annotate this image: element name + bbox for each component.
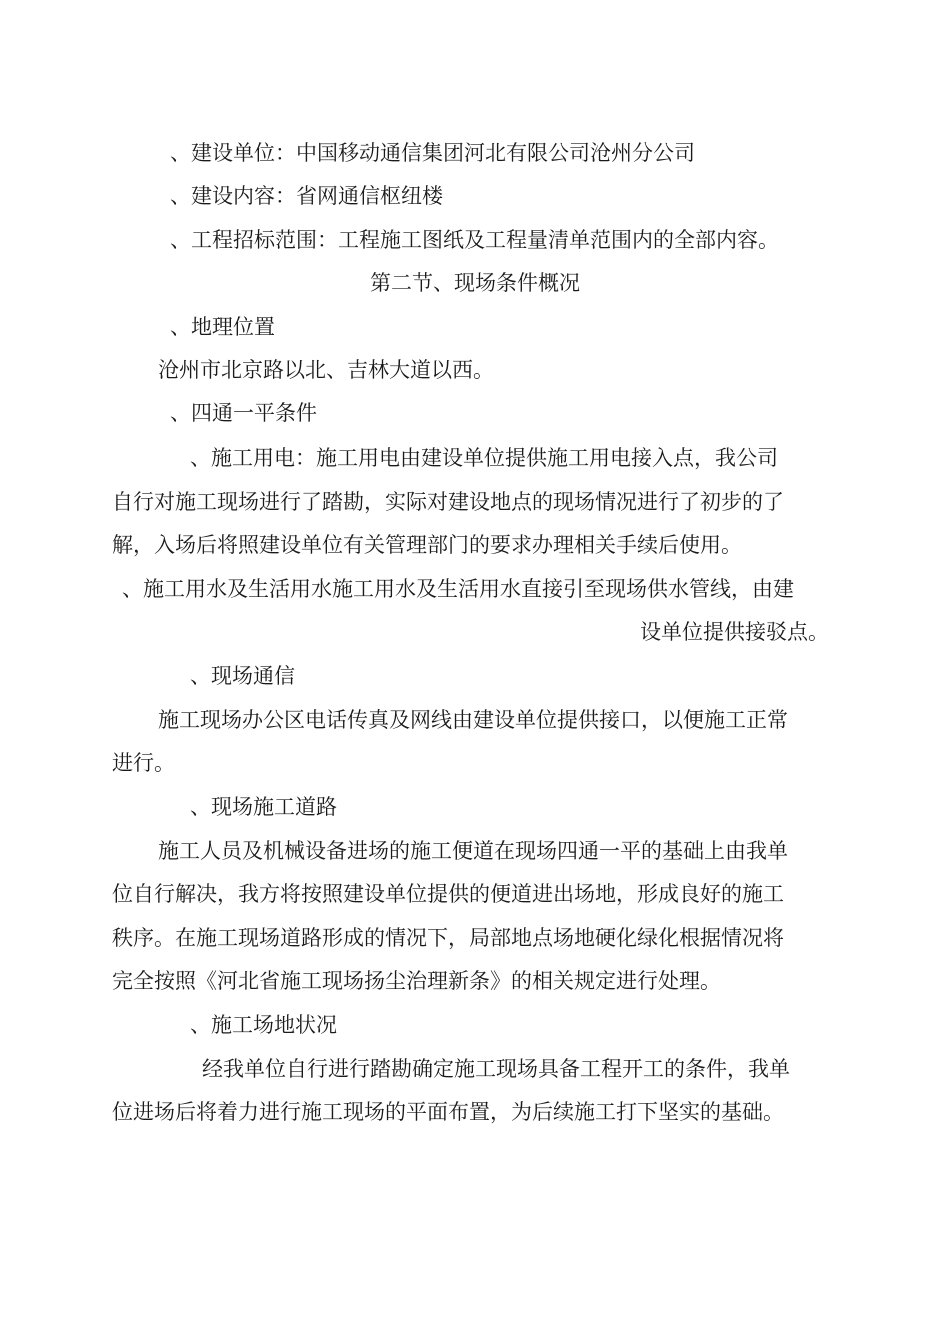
water-line-2: 设单位提供接驳点。 xyxy=(640,620,829,644)
comm-line-1: 施工现场办公区电话传真及网线由建设单位提供接口，以便施工正常 xyxy=(158,708,788,732)
road-line-1: 施工人员及机械设备进场的施工便道在现场四通一平的基础上由我单 xyxy=(158,839,788,863)
site-line-1: 经我单位自行进行踏勘确定施工现场具备工程开工的条件，我单 xyxy=(202,1057,790,1081)
road-line-4: 完全按照《河北省施工现场扬尘治理新条》的相关规定进行处理。 xyxy=(112,969,721,993)
comm-line-2: 进行。 xyxy=(112,751,175,775)
heading-geo: 、地理位置 xyxy=(170,315,275,339)
power-line-3: 解，入场后将照建设单位有关管理部门的要求办理相关手续后使用。 xyxy=(112,533,742,557)
heading-four-one: 、四通一平条件 xyxy=(170,401,317,425)
site-line-2: 位进场后将着力进行施工现场的平面布置，为后续施工打下坚实的基础。 xyxy=(112,1100,784,1124)
heading-site: 、施工场地状况 xyxy=(190,1013,337,1037)
water-line-1: 、施工用水及生活用水施工用水及生活用水直接引至现场供水管线，由建 xyxy=(122,577,794,601)
item-builder: 、建设单位：中国移动通信集团河北有限公司沧州分公司 xyxy=(170,141,695,165)
section-title: 第二节、现场条件概况 xyxy=(370,271,580,295)
item-content: 、建设内容：省网通信枢纽楼 xyxy=(170,184,443,208)
geo-text: 沧州市北京路以北、吉林大道以西。 xyxy=(158,358,494,382)
power-line-1: 、施工用电：施工用电由建设单位提供施工用电接入点，我公司 xyxy=(190,446,778,470)
item-scope: 、工程招标范围：工程施工图纸及工程量清单范围内的全部内容。 xyxy=(170,228,779,252)
heading-comm: 、现场通信 xyxy=(190,664,295,688)
road-line-3: 秩序。在施工现场道路形成的情况下，局部地点场地硬化绿化根据情况将 xyxy=(112,926,784,950)
heading-road: 、现场施工道路 xyxy=(190,795,337,819)
power-line-2: 自行对施工现场进行了踏勘，实际对建设地点的现场情况进行了初步的了 xyxy=(112,490,784,514)
road-line-2: 位自行解决，我方将按照建设单位提供的便道进出场地，形成良好的施工 xyxy=(112,882,784,906)
